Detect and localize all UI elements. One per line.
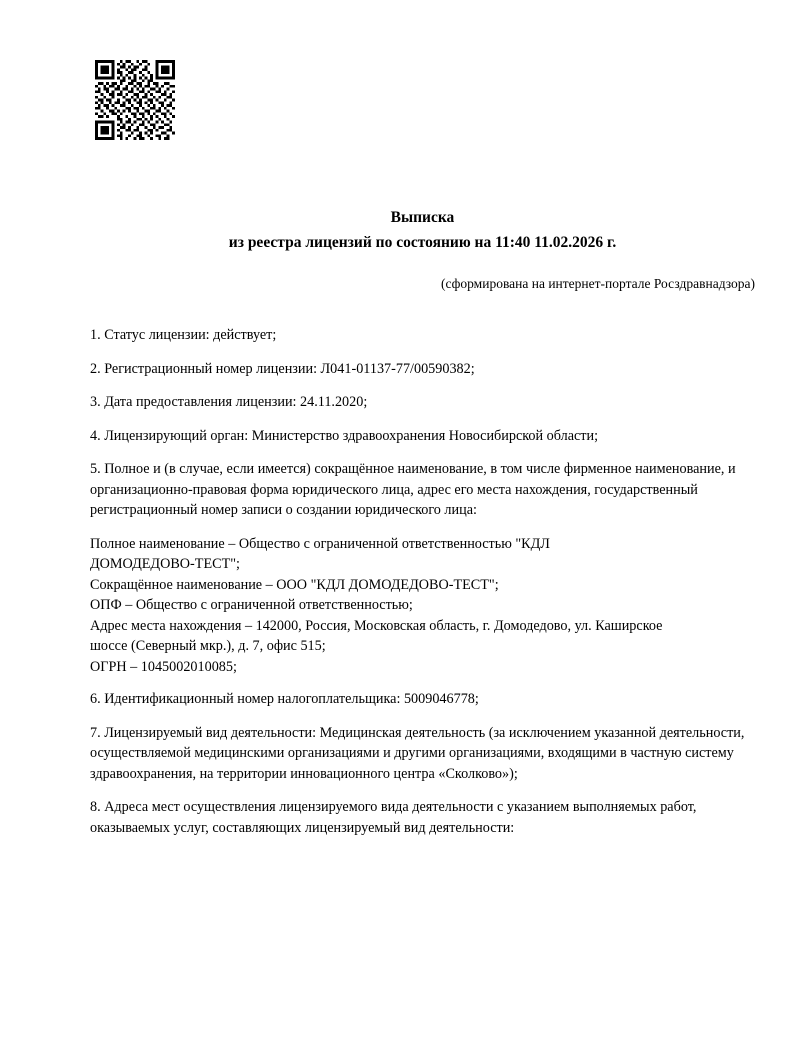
item-addresses-heading: 8. Адреса мест осуществления лицензируемого вида деятельности с указанием выполняемых работ, оказываемых услуг, составляющих лицензируемый вид деятельности:	[90, 799, 697, 836]
entity-short-name: Сокращённое наименование – ООО "КДЛ ДОМОДЕДОВО-ТЕСТ";	[90, 576, 499, 593]
entity-details	[90, 534, 755, 678]
document-subtitle: (сформирована на интернет-портале Росздравнадзора)	[440, 276, 755, 291]
item-issue-date: 3. Дата предоставления лицензии: 24.11.2020;	[90, 394, 368, 410]
entity-legal-form: ОПФ – Общество с ограниченной ответственностью;	[90, 597, 413, 613]
item-activity-type: 7. Лицензируемый вид деятельности: Медицинская деятельность (за исключением указанной деятельности, осуществляемой медицинскими организациями и другими организациями, входящими в частную систему здравоохранения, на территории инновационного центра «Сколково»);	[90, 724, 745, 782]
entity-full-name-line-1: Полное наименование – Общество с ограниченной ответственностью "КДЛ	[90, 535, 550, 552]
item-status: 1. Статус лицензии: действует;	[90, 327, 277, 343]
qr-code-block	[95, 60, 175, 156]
entity-ogrn: ОГРН – 1045002010085;	[90, 658, 237, 675]
entity-address-line-1: Адрес места нахождения – 142000, Россия, Московская область, г. Домодедово, ул. Каширское	[90, 617, 663, 634]
spacer	[90, 677, 755, 689]
item-licensing-authority: 4. Лицензирующий орган: Министерство здравоохранения Новосибирской области;	[90, 427, 599, 444]
document-title	[90, 205, 755, 255]
title-line-2: из реестра лицензий по состоянию на 11:40 11.02.2026 г.	[228, 234, 617, 251]
title-line-1: Выписка	[390, 209, 455, 226]
item-registration-number: 2. Регистрационный номер лицензии: Л041-01137-77/00590382;	[90, 360, 475, 377]
qr-code-icon	[95, 60, 175, 140]
entity-address-line-2: шоссе (Северный мкр.), д. 7, офис 515;	[90, 638, 326, 654]
item-inn: 6. Идентификационный номер налогоплательщика: 5009046778;	[90, 691, 479, 707]
document-body	[90, 325, 755, 851]
item-entity-heading: 5. Полное и (в случае, если имеется) сокращённое наименование, в том числе фирменное наименование, и организационно-правовая форма юридического лица, адрес его места нахождения, государственный регистрационный номер записи о создании юридического лица:	[90, 461, 736, 518]
entity-full-name-line-2: ДОМОДЕДОВО-ТЕСТ";	[90, 556, 240, 572]
